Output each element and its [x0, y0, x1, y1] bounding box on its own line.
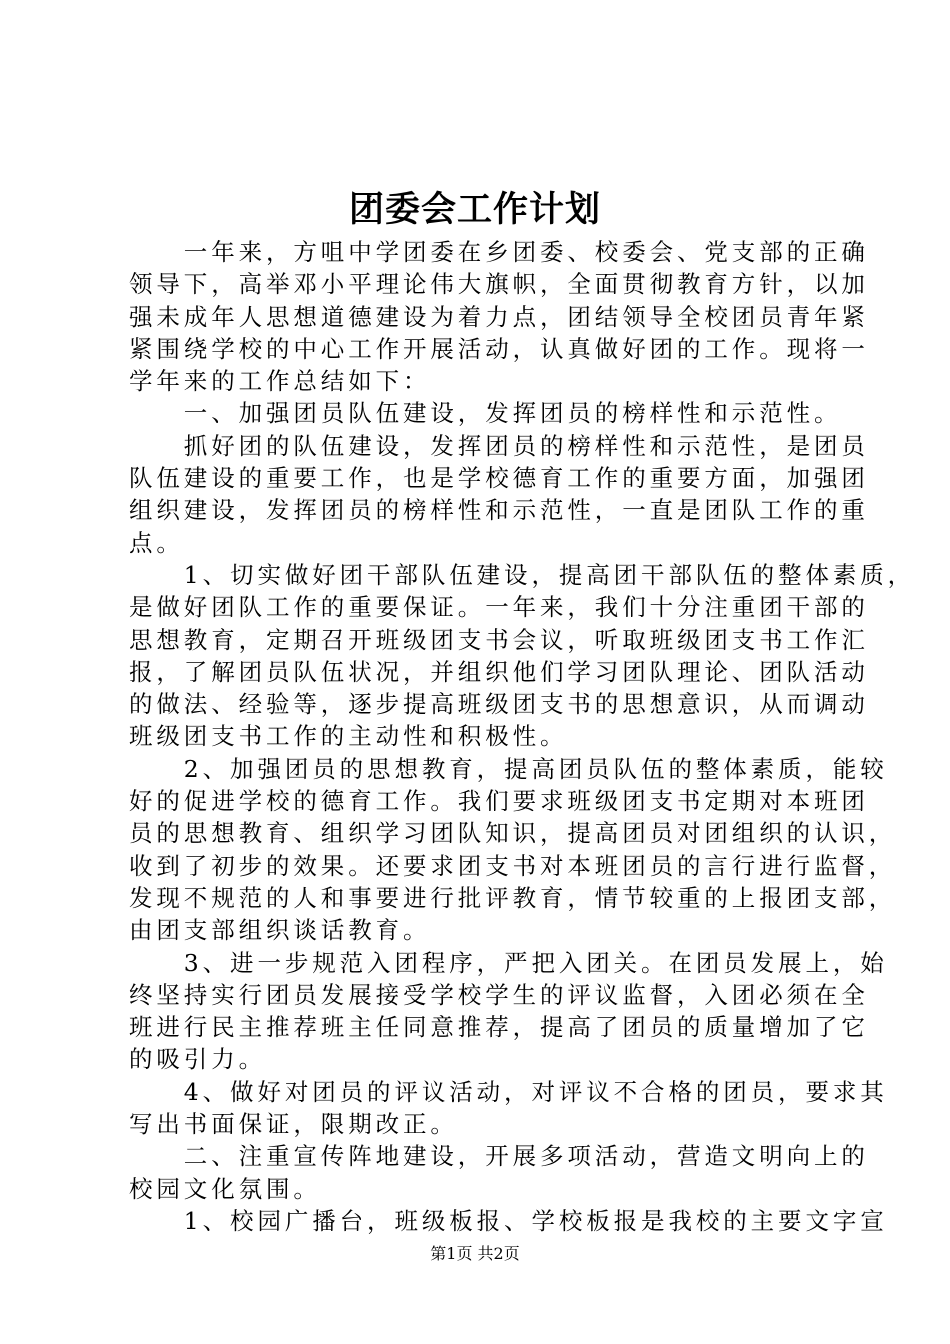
body-line: 4、做好对团员的评议活动，对评议不合格的团员，要求其 — [129, 1077, 888, 1106]
body-line: 发现不规范的人和事要进行批评教育，情节较重的上报团支部， — [129, 883, 897, 912]
body-line: 紧围绕学校的中心工作开展活动，认真做好团的工作。现将一 — [129, 334, 869, 363]
body-line: 强未成年人思想道德建设为着力点，团结领导全校团员青年紧 — [129, 302, 869, 331]
body-line: 1、切实做好团干部队伍建设，提高团干部队伍的整体素质， — [129, 560, 916, 589]
body-line: 终坚持实行团员发展接受学校学生的评议监督，入团必须在全 — [129, 980, 869, 1009]
body-line: 好的促进学校的德育工作。我们要求班级团支书定期对本班团 — [129, 787, 869, 816]
document-body — [129, 236, 916, 1237]
body-line: 抓好团的队伍建设，发挥团员的榜样性和示范性，是团员 — [129, 431, 869, 460]
body-line: 思想教育，定期召开班级团支书会议，听取班级团支书工作汇 — [129, 625, 869, 654]
body-line: 队伍建设的重要工作，也是学校德育工作的重要方面，加强团 — [129, 464, 869, 493]
body-line: 点。 — [129, 528, 184, 557]
document-title: 团委会工作计划 — [348, 189, 601, 230]
page-number-footer: 第1页 共2页 — [430, 1244, 520, 1263]
body-line: 的吸引力。 — [129, 1045, 266, 1074]
body-line: 收到了初步的效果。还要求团支书对本班团员的言行进行监督， — [129, 851, 897, 880]
body-line: 领导下，高举邓小平理论伟大旗帜，全面贯彻教育方针，以加 — [129, 270, 869, 299]
section-heading: 一、加强团员队伍建设，发挥团员的榜样性和示范性。 — [129, 399, 842, 428]
body-line: 班进行民主推荐班主任同意推荐，提高了团员的质量增加了它 — [129, 1013, 869, 1042]
body-line: 校园文化氛围。 — [129, 1174, 321, 1203]
body-line: 2、加强团员的思想教育，提高团员队伍的整体素质，能较 — [129, 754, 888, 783]
body-line: 写出书面保证，限期改正。 — [129, 1110, 458, 1139]
body-line: 1、校园广播台，班级板报、学校板报是我校的主要文字宣 — [129, 1206, 888, 1235]
body-line: 班级团支书工作的主动性和积极性。 — [129, 722, 568, 751]
body-line: 学年来的工作总结如下： — [129, 367, 431, 396]
body-line: 由团支部组织谈话教育。 — [129, 916, 431, 945]
body-line: 员的思想教育、组织学习团队知识，提高团员对团组织的认识， — [129, 819, 897, 848]
body-line: 的做法、经验等，逐步提高班级团支书的思想意识，从而调动 — [129, 690, 869, 719]
section-heading: 二、注重宣传阵地建设，开展多项活动，营造文明向上的 — [129, 1142, 869, 1171]
body-line: 3、进一步规范入团程序，严把入团关。在团员发展上，始 — [129, 948, 888, 977]
body-line: 一年来，方咀中学团委在乡团委、校委会、党支部的正确 — [129, 238, 869, 266]
body-line: 是做好团队工作的重要保证。一年来，我们十分注重团干部的 — [129, 593, 869, 622]
body-line: 组织建设，发挥团员的榜样性和示范性，一直是团队工作的重 — [129, 496, 869, 525]
body-line: 报，了解团员队伍状况，并组织他们学习团队理论、团队活动 — [129, 657, 869, 686]
